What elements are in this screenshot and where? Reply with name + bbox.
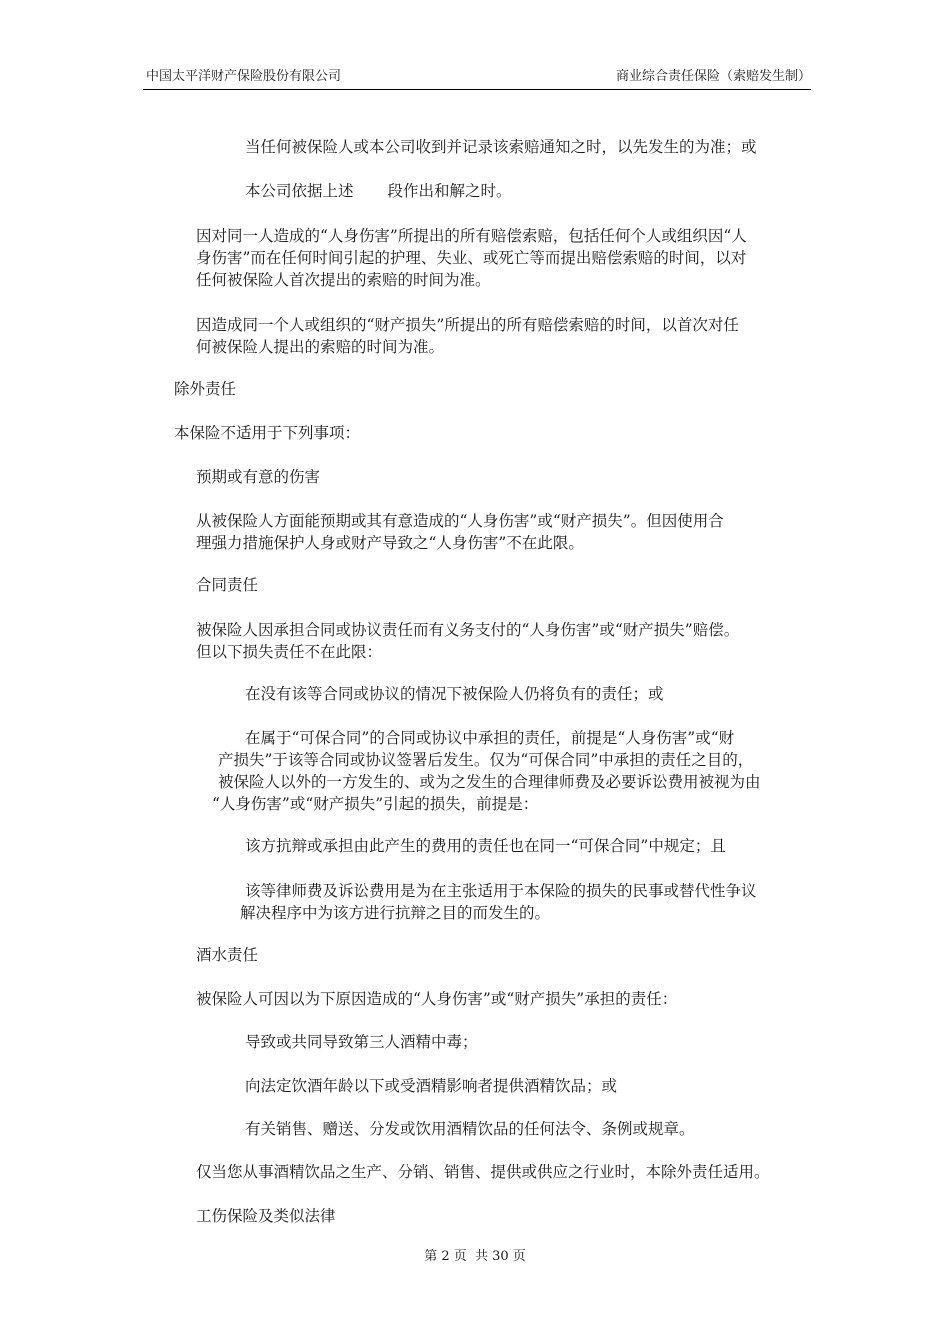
paragraph <box>245 179 512 203</box>
paragraph-line: 因对同一人造成的“人身伤害”所提出的所有赔偿索赔，包括任何个人或组织因“人 <box>196 227 747 245</box>
paragraph-line: 理强力措施保护人身或财产导致之“人身伤害”不在此限。 <box>196 534 584 552</box>
paragraph: 本保险不适用于下列事项： <box>174 424 361 442</box>
paragraph-line: 该等律师费及诉讼费用是为在主张适用于本保险的损失的民事或替代性争议 <box>245 882 757 900</box>
header-company: 中国太平洋财产保险股份有限公司 <box>146 69 342 84</box>
page-number: 第 2 页 <box>424 1249 467 1264</box>
paragraph: 该方抗辩或承担由此产生的费用的责任也在同一“可保合同”中规定；且 <box>245 837 726 855</box>
paragraph-line: 在属于“可保合同”的合同或协议中承担的责任，前提是“人身伤害”或“财 <box>245 729 735 747</box>
paragraph-part: 段作出和解之时。 <box>387 182 512 200</box>
paragraph-line: “人身伤害”或“财产损失”引起的损失，前提是： <box>212 795 539 813</box>
paragraph-line: 产损失”于该等合同或协议签署后发生。仅为“可保合同”中承担的责任之目的， <box>218 751 754 769</box>
subsection-heading: 工伤保险及类似法律 <box>196 1207 336 1225</box>
paragraph: 当任何被保险人或本公司收到并记录该索赔通知之时，以先发生的为准；或 <box>245 138 757 156</box>
paragraph: 在没有该等合同或协议的情况下被保险人仍将负有的责任；或 <box>245 685 664 703</box>
subsection-heading: 合同责任 <box>196 576 259 594</box>
subsection-heading: 预期或有意的伤害 <box>196 468 321 486</box>
page-header <box>143 69 811 90</box>
paragraph-line: 任何被保险人首次提出的索赔的时间为准。 <box>196 271 491 289</box>
paragraph-line: 被保险人因承担合同或协议责任而有义务支付的“人身伤害”或“财产损失”赔偿。 <box>196 621 740 639</box>
list-item: 导致或共同导致第三人酒精中毒； <box>245 1033 478 1051</box>
paragraph-line: 但以下损失责任不在此限： <box>196 643 383 661</box>
page-total: 共 30 页 <box>474 1249 526 1264</box>
section-heading: 除外责任 <box>174 380 237 398</box>
page-footer <box>0 1248 950 1266</box>
paragraph-line: 何被保险人提出的索赔的时间为准。 <box>196 338 445 356</box>
list-item: 向法定饮酒年龄以下或受酒精影响者提供酒精饮品；或 <box>245 1077 618 1095</box>
paragraph-line: 因造成同一个人或组织的“财产损失”所提出的所有赔偿索赔的时间，以首次对任 <box>196 316 739 334</box>
paragraph-part: 本公司依据上述 <box>245 182 354 200</box>
paragraph: 被保险人可因以为下原因造成的“人身伤害”或“财产损失”承担的责任： <box>196 990 678 1008</box>
list-item: 有关销售、赠送、分发或饮用酒精饮品的任何法令、条例或规章。 <box>245 1120 695 1138</box>
paragraph-line: 身伤害”而在任何时间引起的护理、失业、或死亡等而提出赔偿索赔的时间，以对 <box>196 249 747 267</box>
paragraph-line: 被保险人以外的一方发生的、或为之发生的合理律师费及必要诉讼费用被视为由 <box>218 773 761 791</box>
subsection-heading: 酒水责任 <box>196 946 259 964</box>
paragraph: 仅当您从事酒精饮品之生产、分销、销售、提供或供应之行业时，本除外责任适用。 <box>196 1163 770 1181</box>
header-doc-title: 商业综合责任保险（索赔发生制） <box>615 69 811 84</box>
paragraph-line: 解决程序中为该方进行抗辩之目的而发生的。 <box>240 904 551 922</box>
paragraph-line: 从被保险人方面能预期或其有意造成的“人身伤害”或“财产损失”。但因使用合 <box>196 512 724 530</box>
